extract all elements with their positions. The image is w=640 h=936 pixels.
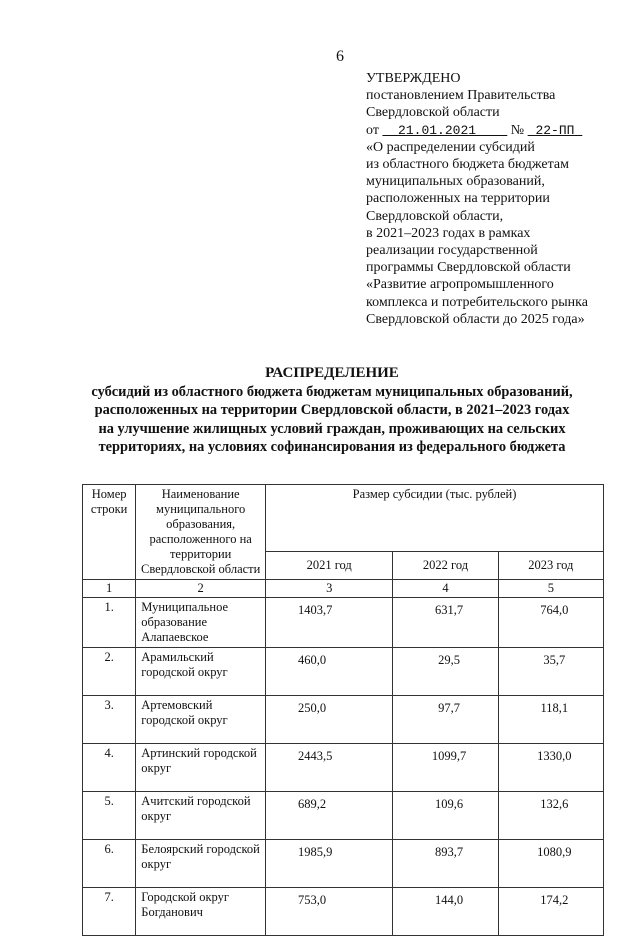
value-2022-cell: 1099,7 [393, 744, 498, 792]
approval-title-line: «Развитие агропромышленного [366, 277, 554, 293]
municipality-name-cell: Белоярский городской округ [136, 840, 266, 888]
subsidy-table [82, 484, 604, 936]
table-row [83, 744, 604, 792]
municipality-name-cell: Артинский городской округ [136, 744, 266, 792]
value-2023-cell: 764,0 [498, 598, 603, 648]
value-2023-cell: 174,2 [498, 888, 603, 936]
header-row-number: Номер строки [83, 485, 136, 580]
value-2022-cell: 97,7 [393, 696, 498, 744]
approval-line: постановлением Правительства [366, 88, 556, 104]
table-row [83, 840, 604, 888]
index-cell: 2 [136, 580, 266, 598]
approval-line: Свердловской области [366, 105, 500, 121]
value-2023-cell: 35,7 [498, 648, 603, 696]
document-title-line: территориях, на условиях софинансирования из федерального бюджета [98, 439, 566, 455]
header-name: Наименование муниципального образования, расположенного на территории Свердловской области [136, 485, 266, 580]
row-number-cell: 6. [83, 840, 136, 888]
value-2022-cell: 631,7 [393, 598, 498, 648]
value-2021-cell: 689,2 [266, 792, 393, 840]
document-title-line: на улучшение жилищных условий граждан, проживающих на сельских [98, 420, 566, 437]
table-row [83, 598, 604, 648]
value-2023-cell: 118,1 [498, 696, 603, 744]
row-number-cell: 7. [83, 888, 136, 936]
table-row [83, 648, 604, 696]
document-title-line: расположенных на территории Свердловской области, в 2021–2023 годах [94, 402, 570, 418]
municipality-name-cell: Артемовский городской округ [136, 696, 266, 744]
approval-title-line: Свердловской области, [366, 208, 504, 224]
municipality-name-cell: Городской округ Богданович [136, 888, 266, 936]
index-cell: 1 [83, 580, 136, 598]
page-number: 6 [336, 48, 344, 65]
value-2021-cell: 1403,7 [266, 598, 393, 648]
value-2023-cell: 1080,9 [498, 840, 603, 888]
row-number-cell: 4. [83, 744, 136, 792]
index-cell: 5 [498, 580, 603, 598]
table-row [83, 792, 604, 840]
value-2021-cell: 753,0 [266, 888, 393, 936]
value-2023-cell: 1330,0 [498, 744, 603, 792]
header-year-2023: 2023 год [498, 551, 603, 580]
approval-title-line: Свердловской области до 2025 года» [366, 311, 585, 327]
date-prefix: от [366, 122, 379, 138]
value-2022-cell: 893,7 [393, 840, 498, 888]
index-row [83, 580, 604, 598]
approval-title-line: реализации государственной [366, 243, 538, 259]
approval-date: 21.01.2021 [398, 122, 477, 138]
index-cell: 3 [266, 580, 393, 598]
approval-title-line: программы Свердловской области [366, 260, 571, 276]
value-2022-cell: 144,0 [393, 888, 498, 936]
row-number-cell: 1. [83, 598, 136, 648]
approval-heading: УТВЕРЖДЕНО [366, 71, 461, 86]
value-2023-cell: 132,6 [498, 792, 603, 840]
approval-title-line: в 2021–2023 годах в рамках [366, 225, 531, 241]
value-2022-cell: 29,5 [393, 648, 498, 696]
document-title-line: субсидий из областного бюджета бюджетам муниципальных образований, [91, 383, 573, 400]
approval-date-line [366, 122, 636, 139]
approval-title-line: «О распределении субсидий [366, 139, 535, 155]
municipality-name-cell: Арамильский городской округ [136, 648, 266, 696]
municipality-name-cell: Муниципальное образование Алапаевское [136, 598, 266, 648]
value-2021-cell: 250,0 [266, 696, 393, 744]
value-2021-cell: 1985,9 [266, 840, 393, 888]
header-amount: Размер субсидии (тыс. рублей) [266, 485, 604, 552]
table-row [83, 696, 604, 744]
value-2021-cell: 460,0 [266, 648, 393, 696]
value-2022-cell: 109,6 [393, 792, 498, 840]
approval-title-line: муниципальных образований, [366, 174, 545, 190]
header-year-2022: 2022 год [393, 551, 498, 580]
index-cell: 4 [393, 580, 498, 598]
approval-block [366, 70, 636, 328]
header-year-2021: 2021 год [266, 551, 393, 580]
document-title [40, 364, 624, 457]
municipality-name-cell: Ачитский городской округ [136, 792, 266, 840]
approval-title-line: из областного бюджета бюджетам [366, 157, 569, 173]
row-number-cell: 3. [83, 696, 136, 744]
value-2021-cell: 2443,5 [266, 744, 393, 792]
number-prefix: № [510, 122, 525, 138]
approval-title-line: расположенных на территории [366, 191, 550, 207]
row-number-cell: 5. [83, 792, 136, 840]
row-number-cell: 2. [83, 648, 136, 696]
approval-title-line: комплекса и потребительского рынка [366, 294, 588, 310]
table-row [83, 888, 604, 936]
approval-number: 22-ПП [535, 122, 575, 138]
document-title-main: РАСПРЕДЕЛЕНИЕ [265, 365, 399, 381]
